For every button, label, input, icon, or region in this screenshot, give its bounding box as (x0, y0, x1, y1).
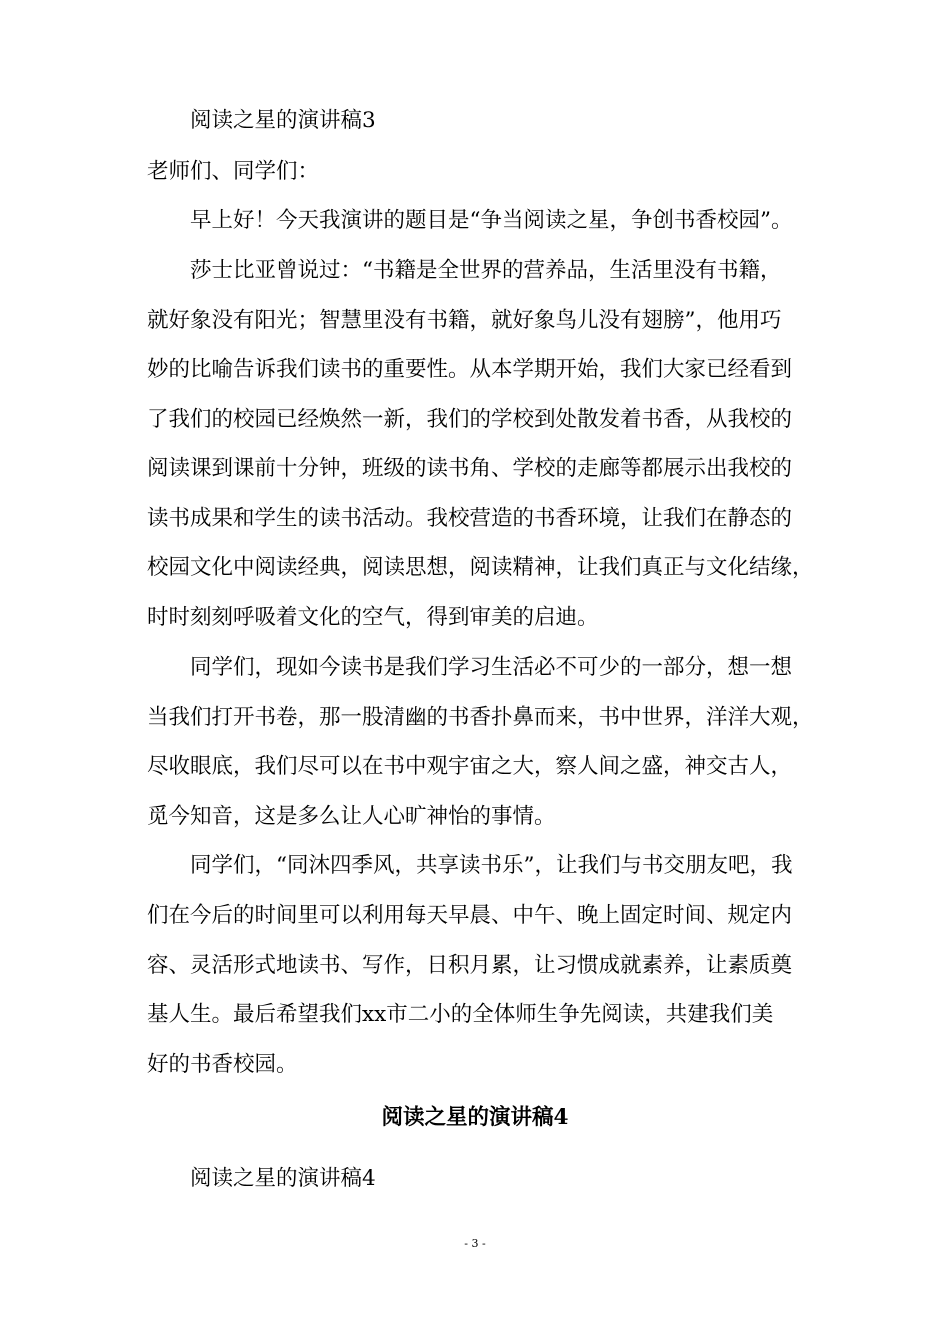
paragraph-line: 莎士比亚曾说过：“书籍是全世界的营养品，生活里没有书籍， (190, 258, 782, 283)
paragraph-line: 好的书香校园。 (147, 1052, 298, 1077)
paragraph-line: 同学们，“同沐四季风，共享读书乐”，让我们与书交朋友吧，我 (190, 853, 793, 878)
paragraph-line: 读书成果和学生的读书活动。我校营造的书香环境，让我们在静态的 (147, 506, 793, 531)
paragraph-line: 尽收眼底，我们尽可以在书中观宇宙之大，察人间之盛，神交古人， (147, 754, 793, 779)
paragraph-line: 基人生。最后希望我们xx市二小的全体师生争先阅读，共建我们美 (147, 1002, 774, 1027)
section-heading: 阅读之星的演讲稿4 (381, 1105, 569, 1130)
paragraph-line: 觅今知音，这是多么让人心旷神怡的事情。 (147, 804, 556, 829)
paragraph-line: 妙的比喻告诉我们读书的重要性。从本学期开始，我们大家已经看到 (147, 357, 793, 382)
section-title-line: 阅读之星的演讲稿4 (190, 1166, 376, 1191)
section-title-line: 阅读之星的演讲稿3 (190, 108, 376, 133)
paragraph-line: 们在今后的时间里可以利用每天早晨、中午、晚上固定时间、规定内 (147, 903, 793, 928)
paragraph-line: 早上好！今天我演讲的题目是“争当阅读之星，争创书香校园”。 (190, 208, 793, 233)
paragraph-line: 阅读课到课前十分钟，班级的读书角、学校的走廊等都展示出我校的 (147, 456, 793, 481)
salutation-line: 老师们、同学们： (147, 159, 320, 184)
paragraph-line: 校园文化中阅读经典，阅读思想，阅读精神，让我们真正与文化结缘， (147, 555, 814, 580)
paragraph-line: 同学们，现如今读书是我们学习生活必不可少的一部分，想一想 (190, 655, 793, 680)
paragraph-line: 时时刻刻呼吸着文化的空气，得到审美的启迪。 (147, 605, 599, 630)
page-number: - 3 - (464, 1237, 486, 1250)
paragraph-line: 了我们的校园已经焕然一新，我们的学校到处散发着书香，从我校的 (147, 407, 793, 432)
paragraph-line: 容、灵活形式地读书、写作，日积月累，让习惯成就素养，让素质奠 (147, 953, 793, 978)
paragraph-line: 就好象没有阳光；智慧里没有书籍，就好象鸟儿没有翅膀”，他用巧 (147, 308, 782, 333)
paragraph-line: 当我们打开书卷，那一股清幽的书香扑鼻而来，书中世界，洋洋大观， (147, 705, 814, 730)
